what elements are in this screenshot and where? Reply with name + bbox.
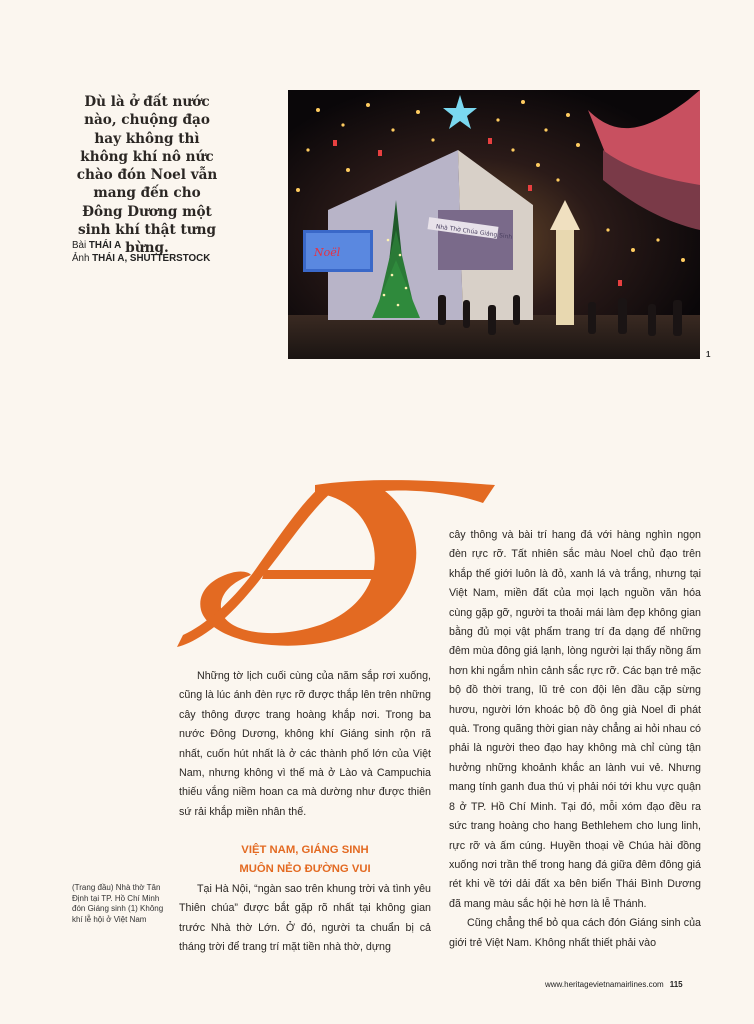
website-link[interactable]: www.heritagevietnamairlines.com [545, 980, 664, 989]
church-christmas-photo [288, 90, 700, 359]
author-name: THÁI A [88, 240, 122, 251]
intro-lead: Dù là ở đất nước nào, chuộng đạo hay không thì không khí nô nức chào đón Noel vẫn mang đến cho Đông Dương một sinh khí thật tưng bừng. [76, 94, 218, 257]
photo-number: 1 [706, 350, 711, 359]
page-number: 115 [669, 980, 683, 989]
article-paragraph: Tại Hà Nội, “ngàn sao trên khung trời và tình yêu Thiên chúa” được bắt gặp rõ nhất tại không gian trước Nhà thờ Lớn. Ở đó, người ta chuẩn bị cả tháng trời để trang trí mặt tiền nhà thờ, dựng [179, 883, 431, 954]
article-column-right [449, 526, 701, 953]
photo-names: THÁI A, SHUTTERSTOCK [92, 252, 211, 264]
photo-credit [72, 253, 237, 266]
credits [72, 240, 237, 265]
section-heading-line1: VIỆT NAM, GIÁNG SINH [241, 844, 369, 857]
church-sign-text: Nhà Thờ Chúa Giáng Sinh [435, 223, 513, 241]
section-heading-line2: MUÔN NẺO ĐƯỜNG VUI [239, 862, 371, 875]
article-paragraph: Những tờ lịch cuối cùng của năm sắp rơi xuống, cũng là lúc ánh đèn rực rỡ được thắp lên trên những cây thông được trang hoàng khắp nơi. Trong ba nước Đông Dương, không khí Giáng sinh rộn rã nhất, cuốn hút nhất là ở các thành phố lớn của Việt Nam, nhưng không vì thế mà ở Lào và Campuchia thiếu vắng niềm hoan ca mà dường như được thiên sứ rải khắp miền nhân thế. [179, 670, 431, 818]
author-label: Bài [72, 240, 87, 251]
article-column-left [179, 667, 431, 958]
page-footer [545, 980, 703, 989]
author-credit [72, 240, 237, 253]
drop-cap-text: Đ [165, 475, 166, 476]
article-paragraph: cây thông và bài trí hang đá với hàng nghìn ngọn đèn rực rỡ. Tất nhiên sắc màu Noel chủ đạo trên khắp thế giới luôn là đỏ, xanh lá và trắng, nhưng tại Việt Nam, miền đất của mọi lạch nguồn văn hóa cùng gặp gỡ, người ta thoải mái làm đẹp không gian bằng đủ mọi vật phẩm trang trí đa dạng để những đêm mùa đông giá lạnh, lòng người lại thấy nồng ấm hơn khi ngắm nhìn cảnh sắc rực rỡ. Các bạn trẻ mặc bộ đồ thời trang, lũ trẻ con đội lên đầu cặp sừng hươu, người lớn khoác bộ đồ ông già Noel đi phát quà. Trong quãng thời gian này chẳng ai hỏi nhau có phải là người theo đạo hay không mà chỉ cùng tận hưởng những khoảnh khắc an lành vui vẻ. Nhưng mang tính ganh đua thú vị phải nói tới khu vực quận 8 ở TP. Hồ Chí Minh. Tại đó, mỗi xóm đạo đều ra sức trang hoàng cho hang Bethlehem cho lung linh, rực rỡ và ấm cúng. Huyền thoại về Chúa hài đồng xuống nơi trần thế trong hang đá giữa đêm đông giá rét khi về tới dải đất xa bên biển Thái Bình Dương đã mang màu sắc hội hè hơn là lễ Thánh. [449, 529, 701, 910]
section-heading [179, 841, 431, 878]
photo-label: Ảnh [72, 252, 90, 264]
banner-text: Noël [314, 246, 341, 259]
article-paragraph: Cũng chẳng thể bỏ qua cách đón Giáng sinh của giới trẻ Việt Nam. Không nhất thiết phải vào [449, 917, 701, 949]
photo-illustration [288, 90, 700, 359]
side-caption: (Trang đầu) Nhà thờ Tân Định tại TP. Hồ Chí Minh đón Giáng sinh (1) Không khí lễ hội ở Việt Nam [72, 883, 164, 924]
